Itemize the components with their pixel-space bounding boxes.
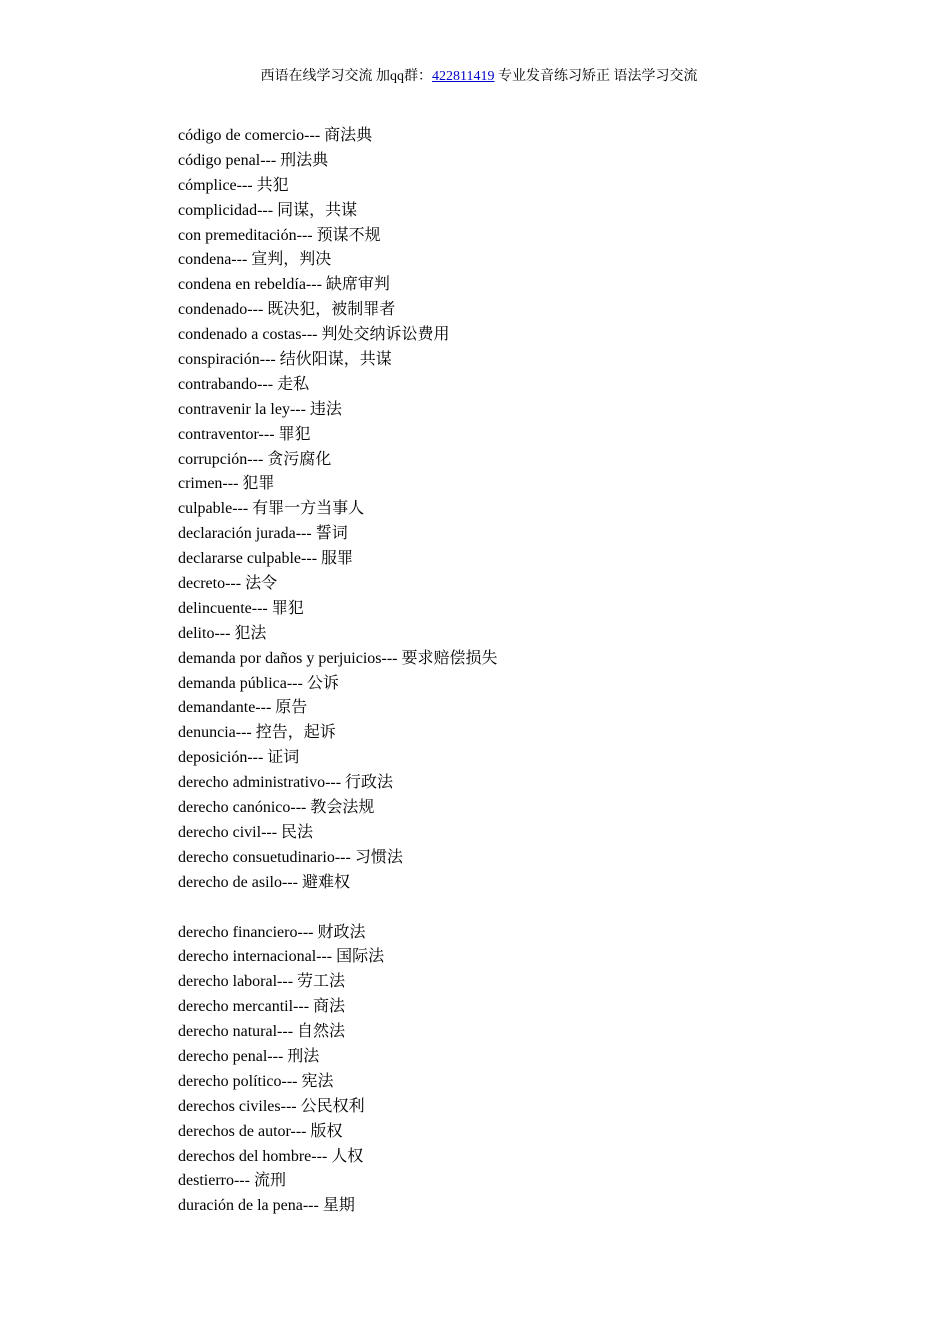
glossary-entry: derecho canónico--- 教会法规 — [178, 799, 375, 817]
glossary-entry: culpable--- 有罪一方当事人 — [178, 500, 365, 518]
glossary-entry: declaración jurada--- 誓词 — [178, 525, 348, 543]
page-header — [0, 68, 950, 86]
glossary-entry: conspiración--- 结伙阳谋，共谋 — [178, 351, 392, 369]
glossary-entry: derechos del hombre--- 人权 — [178, 1147, 364, 1165]
glossary-entry: código penal--- 刑法典 — [178, 151, 329, 169]
glossary-entry: delincuente--- 罪犯 — [178, 599, 304, 617]
glossary-entry: crimen--- 犯罪 — [178, 475, 275, 493]
glossary-list — [178, 124, 498, 1219]
glossary-entry: duración de la pena--- 星期 — [178, 1197, 355, 1215]
glossary-entry: derechos civiles--- 公民权利 — [178, 1097, 365, 1115]
glossary-entry: derecho consuetudinario--- 习惯法 — [178, 848, 403, 866]
glossary-entry: decreto--- 法令 — [178, 575, 278, 593]
glossary-entry: contrabando--- 走私 — [178, 375, 310, 393]
blank-line — [178, 896, 498, 921]
glossary-entry: cómplice--- 共犯 — [178, 176, 289, 194]
glossary-entry: demanda por daños y perjuicios--- 要求赔偿损失 — [178, 649, 498, 667]
glossary-entry: deposición--- 证词 — [178, 749, 300, 767]
glossary-entry: contraventor--- 罪犯 — [178, 425, 311, 443]
glossary-entry: código de comercio--- 商法典 — [178, 127, 373, 144]
glossary-entry: derecho de asilo--- 避难权 — [178, 873, 350, 891]
glossary-entry: condena en rebeldía--- 缺席审判 — [178, 276, 390, 294]
glossary-entry: declararse culpable--- 服罪 — [178, 550, 354, 568]
glossary-entry: derecho administrativo--- 行政法 — [178, 774, 394, 792]
glossary-entry: derecho político--- 宪法 — [178, 1072, 334, 1090]
glossary-entry: derecho internacional--- 国际法 — [178, 948, 385, 966]
glossary-entry: con premeditación--- 预谋不规 — [178, 226, 381, 244]
glossary-entry: denuncia--- 控告，起诉 — [178, 724, 336, 742]
glossary-entry: demanda pública--- 公诉 — [178, 674, 339, 692]
glossary-entry: derecho penal--- 刑法 — [178, 1047, 320, 1065]
glossary-entry: derecho financiero--- 财政法 — [178, 923, 366, 941]
glossary-entry: derecho civil--- 民法 — [178, 823, 314, 841]
header-text-before: 西语在线学习交流 加qq群： — [260, 69, 432, 84]
glossary-entry: complicidad--- 同谋，共谋 — [178, 201, 358, 219]
glossary-entry: delito--- 犯法 — [178, 624, 267, 642]
qq-group-link[interactable]: 422811419 — [432, 69, 495, 84]
glossary-entry: derecho mercantil--- 商法 — [178, 998, 346, 1016]
glossary-entry: condenado a costas--- 判处交纳诉讼费用 — [178, 326, 450, 344]
glossary-entry: demandante--- 原告 — [178, 699, 308, 717]
glossary-entry: derecho natural--- 自然法 — [178, 1023, 346, 1041]
glossary-entry: contravenir la ley--- 违法 — [178, 400, 342, 418]
glossary-entry: condena--- 宣判，判决 — [178, 251, 332, 269]
glossary-entry: condenado--- 既决犯，被制罪者 — [178, 301, 396, 319]
glossary-entry: destierro--- 流刑 — [178, 1172, 286, 1190]
header-text-after: 专业发音练习矫正 语法学习交流 — [494, 69, 698, 84]
glossary-entry: corrupción--- 贪污腐化 — [178, 450, 332, 468]
glossary-entry: derechos de autor--- 版权 — [178, 1122, 343, 1140]
glossary-entry: derecho laboral--- 劳工法 — [178, 973, 346, 991]
